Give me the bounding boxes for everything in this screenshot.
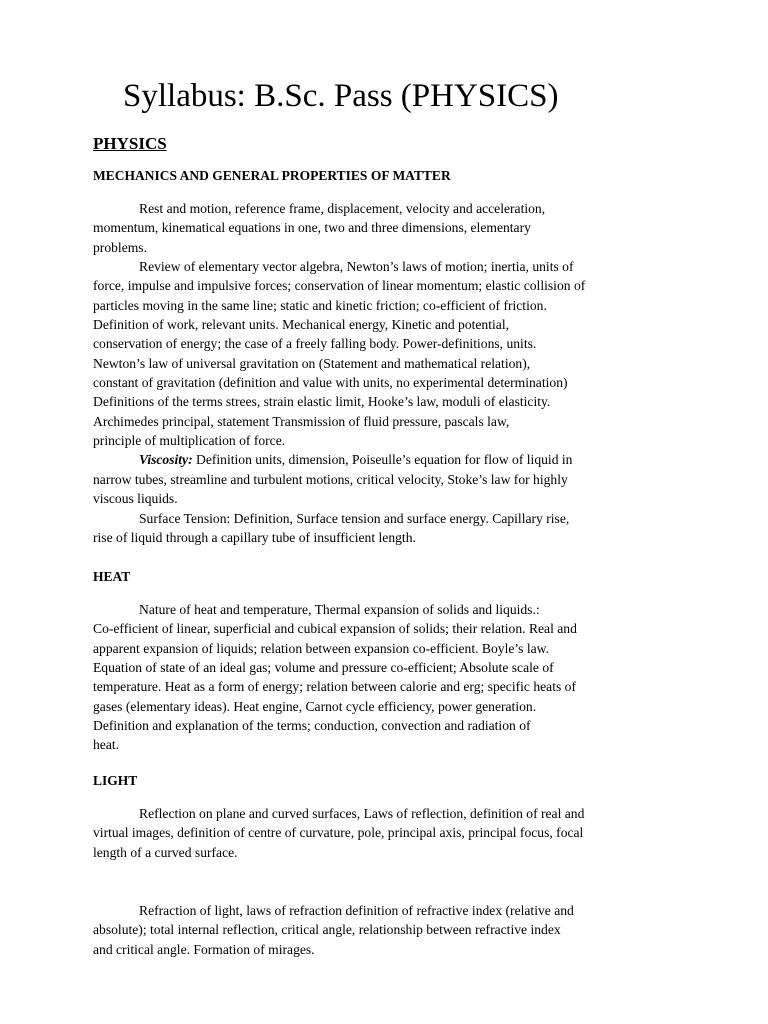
text-line: narrow tubes, streamline and turbulent motions, critical velocity, Stoke’s law for highly	[93, 471, 568, 487]
section-heading-light: LIGHT	[93, 773, 138, 788]
text-line: virtual images, definition of centre of curvature, pole, principal axis, principal focus, focal	[93, 825, 584, 841]
text-line: gases (elementary ideas). Heat engine, Carnot cycle efficiency, power generation.	[93, 698, 537, 714]
text-line: problems.	[93, 239, 147, 255]
viscosity-line	[93, 450, 663, 469]
text-line: Reflection on plane and curved surfaces, Laws of reflection, definition of real and	[139, 806, 585, 821]
subject-heading: PHYSICS	[93, 134, 167, 153]
text-line: Surface Tension: Definition, Surface tension and surface energy. Capillary rise,	[139, 510, 570, 526]
text-line: Refraction of light, laws of refraction definition of refractive index (relative and	[139, 903, 574, 918]
text-line: Rest and motion, reference frame, displacement, velocity and acceleration,	[139, 201, 546, 216]
text-line: heat.	[93, 737, 120, 753]
text-line: Review of elementary vector algebra, Newton’s laws of motion; inertia, units of	[139, 259, 574, 275]
section-body-heat	[93, 600, 663, 755]
text-line: Definitions of the terms strees, strain elastic limit, Hooke’s law, moduli of elasticity.	[93, 394, 551, 410]
text-line: particles moving in the same line; static and kinetic friction; co-efficient of friction.	[93, 297, 547, 313]
section-body-mechanics	[93, 199, 663, 547]
text-line: temperature. Heat as a form of energy; relation between calorie and erg; specific heats of	[93, 679, 576, 695]
section-heading-heat: HEAT	[93, 569, 131, 584]
text-line: force, impulse and impulsive forces; conservation of linear momentum; elastic collision of	[93, 278, 586, 294]
text-line: length of a curved surface.	[93, 844, 238, 860]
text-line: Co-efficient of linear, superficial and cubical expansion of solids; their relation. Real and	[93, 621, 577, 637]
text-line: conservation of energy; the case of a freely falling body. Power-definitions, units.	[93, 336, 537, 352]
text-line: constant of gravitation (definition and value with units, no experimental determination)	[93, 375, 568, 391]
section-heading-mechanics: MECHANICS AND GENERAL PROPERTIES OF MATTER	[93, 168, 451, 183]
text-line: Definition of work, relevant units. Mechanical energy, Kinetic and potential,	[93, 317, 509, 333]
viscosity-label: Viscosity:	[139, 452, 193, 468]
text-line: and critical angle. Formation of mirages.	[93, 941, 315, 957]
text-line: viscous liquids.	[93, 491, 178, 507]
page-title: Syllabus: B.Sc. Pass (PHYSICS)	[123, 78, 559, 114]
viscosity-text: Definition units, dimension, Poiseulle’s equation for flow of liquid in	[192, 452, 573, 468]
text-line: principle of multiplication of force.	[93, 433, 286, 449]
text-line: Newton’s law of universal gravitation on (Statement and mathematical relation),	[93, 355, 531, 371]
text-line: absolute); total internal reflection, critical angle, relationship between refractive index	[93, 922, 561, 938]
text-line: rise of liquid through a capillary tube of insufficient length.	[93, 529, 416, 545]
text-line: Nature of heat and temperature, Thermal expansion of solids and liquids.:	[139, 602, 540, 617]
text-line: Archimedes principal, statement Transmission of fluid pressure, pascals law,	[93, 413, 510, 429]
text-line: apparent expansion of liquids; relation between expansion co-efficient. Boyle’s law.	[93, 640, 550, 656]
section-body-light-refraction	[93, 901, 663, 959]
text-line: Equation of state of an ideal gas; volume and pressure co-efficient; Absolute scale of	[93, 660, 554, 676]
section-body-light-reflection	[93, 804, 663, 862]
text-line: momentum, kinematical equations in one, two and three dimensions, elementary	[93, 220, 531, 236]
text-line: Definition and explanation of the terms; conduction, convection and radiation of	[93, 718, 531, 734]
